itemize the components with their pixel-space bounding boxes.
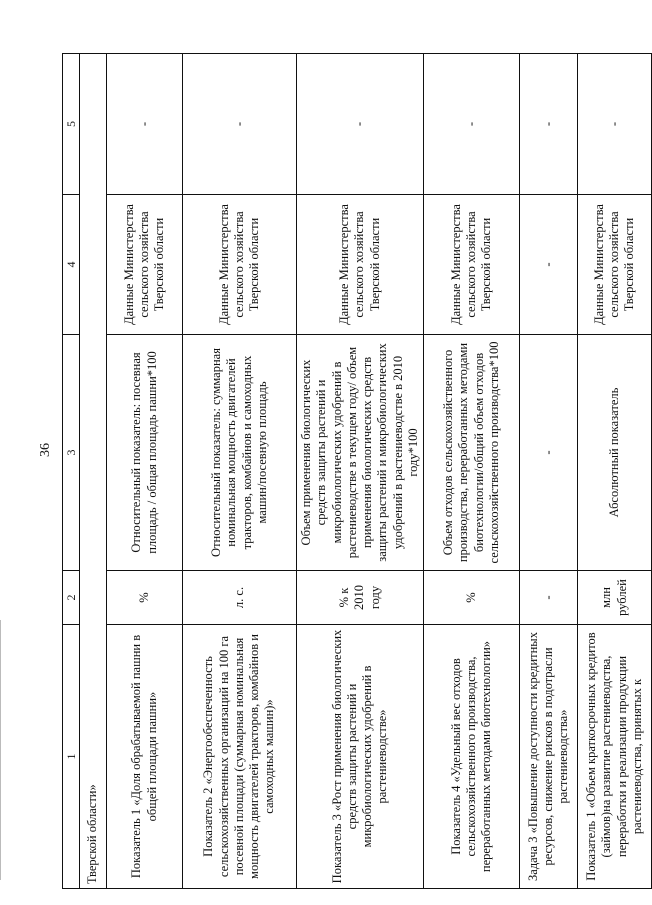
indicator-name: Показатель 3 «Рост применения биологических средств защиты растений и микробиологических удобрений в растениеводстве» xyxy=(297,625,424,889)
header-col-4: 4 xyxy=(63,195,80,335)
table-row xyxy=(578,54,652,889)
method-cell: Относительный показатель: посевная площадь / общая площадь пашни*100 xyxy=(107,335,183,571)
table-row xyxy=(183,54,297,889)
table-header-row xyxy=(63,54,80,889)
col5-cell: - xyxy=(107,54,183,195)
table-row xyxy=(520,54,578,889)
table-row xyxy=(107,54,183,889)
unit-cell: - xyxy=(520,571,578,625)
indicator-name: Показатель 1 «Объем краткосрочных кредитов (займов)на развитие растениеводства, переработки и реализации продукции растениеводства, принятых к xyxy=(578,625,652,889)
method-cell: Абсолютный показатель xyxy=(578,335,652,571)
source-cell: Данные Министерства сельского хозяйства Тверской области xyxy=(578,195,652,335)
source-cell: Данные Министерства сельского хозяйства Тверской области xyxy=(107,195,183,335)
col5-cell: - xyxy=(183,54,297,195)
col5-cell: - xyxy=(297,54,424,195)
method-cell: Объем отходов сельскохозяйственного производства, переработанных методами биотехнологии/общий объем отходов сельскохозяйственного производства*100 xyxy=(424,335,520,571)
col5-cell: - xyxy=(520,54,578,195)
unit-cell: % xyxy=(107,571,183,625)
indicator-name: Показатель 4 «Удельный вес отходов сельскохозяйственного производства, переработанных методами биотехнологии» xyxy=(424,625,520,889)
indicator-table xyxy=(62,53,652,889)
source-cell: Данные Министерства сельского хозяйства Тверской области xyxy=(297,195,424,335)
header-col-2: 2 xyxy=(63,571,80,625)
unit-cell: млн рублей xyxy=(578,571,652,625)
source-cell: - xyxy=(520,195,578,335)
table-row xyxy=(297,54,424,889)
task-name: Задача 3 «Повышение доступности кредитных ресурсов, снижение рисков в подотрасли растениеводства» xyxy=(520,625,578,889)
indicator-name: Показатель 2 «Энергообеспеченность сельскохозяйственных организаций на 100 га посевной площади (суммарная номинальная мощность двигателей тракторов, комбайнов и самоходных машин)» xyxy=(183,625,297,889)
method-cell: Объем применения биологических средств защиты растений и микробиологических удобрений в растениеводстве в текущем году/ объем применения биологических средств защиты растений и микробиологических удобрений в растениеводстве в 2010 году*100 xyxy=(297,335,424,571)
unit-cell: % к 2010 году xyxy=(297,571,424,625)
scan-edge-mark xyxy=(0,620,11,880)
table-row xyxy=(424,54,520,889)
header-col-1: 1 xyxy=(63,625,80,889)
rotated-table-container xyxy=(62,54,644,889)
source-cell: Данные Министерства сельского хозяйства Тверской области xyxy=(424,195,520,335)
source-cell: Данные Министерства сельского хозяйства Тверской области xyxy=(183,195,297,335)
unit-cell: % xyxy=(424,571,520,625)
method-cell: - xyxy=(520,335,578,571)
header-col-5: 5 xyxy=(63,54,80,195)
col5-cell: - xyxy=(578,54,652,195)
col5-cell: - xyxy=(424,54,520,195)
page-number: 36 xyxy=(38,443,53,457)
indicator-name: Показатель 1 «Доля обрабатываемой пашни в общей площади пашни» xyxy=(107,625,183,889)
region-cell: Тверской области» xyxy=(80,54,107,889)
header-col-3: 3 xyxy=(63,335,80,571)
unit-cell: л. с. xyxy=(183,571,297,625)
region-row xyxy=(80,54,107,889)
method-cell: Относительный показатель: суммарная номинальная мощность двигателей тракторов, комбайнов и самоходных машин/посевную площадь xyxy=(183,335,297,571)
